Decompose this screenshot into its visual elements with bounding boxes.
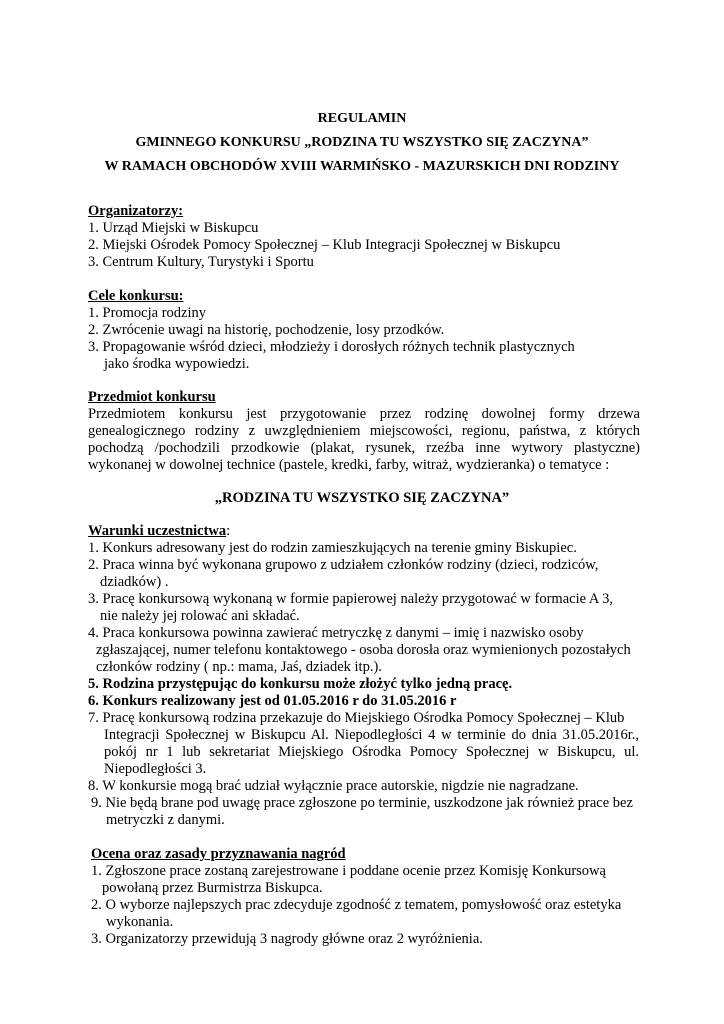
subject-paragraph-line: genealogicznego rodziny z uwzględnieniem miejscowości, regionu, państwa, z których <box>88 423 640 439</box>
condition-item: 2. Praca winna być wykonana grupowo z udziałem członków rodziny (dzieci, rodziców, <box>88 557 599 573</box>
condition-item: 1. Konkurs adresowany jest do rodzin zamieszkujących na terenie gminy Biskupiec. <box>88 540 577 556</box>
condition-item-bold: 6. Konkurs realizowany jest od 01.05.2016 r do 31.05.2016 r <box>88 693 457 709</box>
subject-paragraph-line: wykonanej w dowolnej technice (pastele, kredki, farby, witraż, wydzieranka) o tematyce : <box>88 457 610 473</box>
award-item-continuation: wykonania. <box>106 914 174 930</box>
condition-item-continuation: pokój nr 1 lub sekretariat Miejskiego Ośrodka Pomocy Społecznej w Biskupcu, ul. <box>104 744 639 760</box>
award-item: 2. O wyborze najlepszych prac zdecyduje zgodność z tematem, pomysłowość oraz estetyka <box>91 897 622 913</box>
doc-subtitle-2: W RAMACH OBCHODÓW XVIII WARMIŃSKO - MAZURSKICH DNI RODZINY <box>104 159 620 174</box>
goal-item-continuation: jako środka wypowiedzi. <box>104 356 250 372</box>
award-item: 1. Zgłoszone prace zostaną zarejestrowane i poddane ocenie przez Komisję Konkursową <box>91 863 606 879</box>
condition-item-continuation: Integracji Społecznej w Biskupcu Al. Niepodległości 4 w terminie do dnia 31.05.2016r., <box>104 727 639 743</box>
goals-heading: Cele konkursu: <box>88 288 184 304</box>
conditions-heading-colon: : <box>226 523 231 539</box>
goal-item: 1. Promocja rodziny <box>88 305 206 321</box>
goal-item: 3. Propagowanie wśród dzieci, młodzieży i dorosłych różnych technik plastycznych <box>88 339 575 355</box>
condition-item-continuation: członków rodziny ( np.: mama, Jaś, dziadek itp.). <box>96 659 382 675</box>
goal-item: 2. Zwrócenie uwagi na historię, pochodzenie, losy przodków. <box>88 322 445 338</box>
condition-item: 3. Pracę konkursową wykonaną w formie papierowej należy przygotować w formacie A 3, <box>88 591 614 607</box>
condition-item-continuation: zgłaszającej, numer telefonu kontaktowego - osoba dorosła oraz wymienionych pozostałych <box>96 642 631 658</box>
doc-title: REGULAMIN <box>317 111 407 126</box>
doc-subtitle: GMINNEGO KONKURSU „RODZINA TU WSZYSTKO SIĘ ZACZYNA” <box>135 135 589 150</box>
condition-item: 7. Pracę konkursową rodzina przekazuje do Miejskiego Ośrodka Pomocy Społecznej – Klub <box>88 710 625 726</box>
organizer-item: 2. Miejski Ośrodek Pomocy Społecznej – Klub Integracji Społecznej w Biskupcu <box>88 237 561 253</box>
organizers-heading: Organizatorzy: <box>88 203 184 219</box>
conditions-heading-text: Warunki uczestnictwa <box>88 523 227 539</box>
award-item: 3. Organizatorzy przewidują 3 nagrody główne oraz 2 wyróżnienia. <box>91 931 483 947</box>
subject-heading: Przedmiot konkursu <box>88 389 216 405</box>
condition-item: 4. Praca konkursowa powinna zawierać metryczkę z danymi – imię i nazwisko osoby <box>88 625 584 641</box>
condition-item-continuation: nie należy jej rolować ani składać. <box>100 608 300 624</box>
condition-item-continuation: metryczki z danymi. <box>106 812 225 828</box>
condition-item-continuation: dziadków) . <box>100 574 169 590</box>
organizer-item: 1. Urząd Miejski w Biskupcu <box>88 220 259 236</box>
condition-item-bold: 5. Rodzina przystępując do konkursu może złożyć tylko jedną pracę. <box>88 676 513 692</box>
subject-paragraph-line: pochodzą /pochodzili przodkowie (plakat, rysunek, rzeźba inne wytwory plastyczne) <box>88 440 640 456</box>
conditions-heading <box>88 523 230 540</box>
subject-paragraph-line: Przedmiotem konkursu jest przygotowanie przez rodzinę dowolnej formy drzewa <box>88 406 640 422</box>
condition-item: 9. Nie będą brane pod uwagę prace zgłoszone po terminie, uszkodzone jak również prace bez <box>91 795 633 811</box>
contest-theme: „RODZINA TU WSZYSTKO SIĘ ZACZYNA” <box>214 490 510 506</box>
awards-heading: Ocena oraz zasady przyznawania nagród <box>91 846 346 862</box>
award-item-continuation: powołaną przez Burmistrza Biskupca. <box>102 880 323 896</box>
condition-item-continuation: Niepodległości 3. <box>104 761 207 777</box>
organizer-item: 3. Centrum Kultury, Turystyki i Sportu <box>88 254 314 270</box>
condition-item: 8. W konkursie mogą brać udział wyłącznie prace autorskie, nigdzie nie nagradzane. <box>88 778 579 794</box>
